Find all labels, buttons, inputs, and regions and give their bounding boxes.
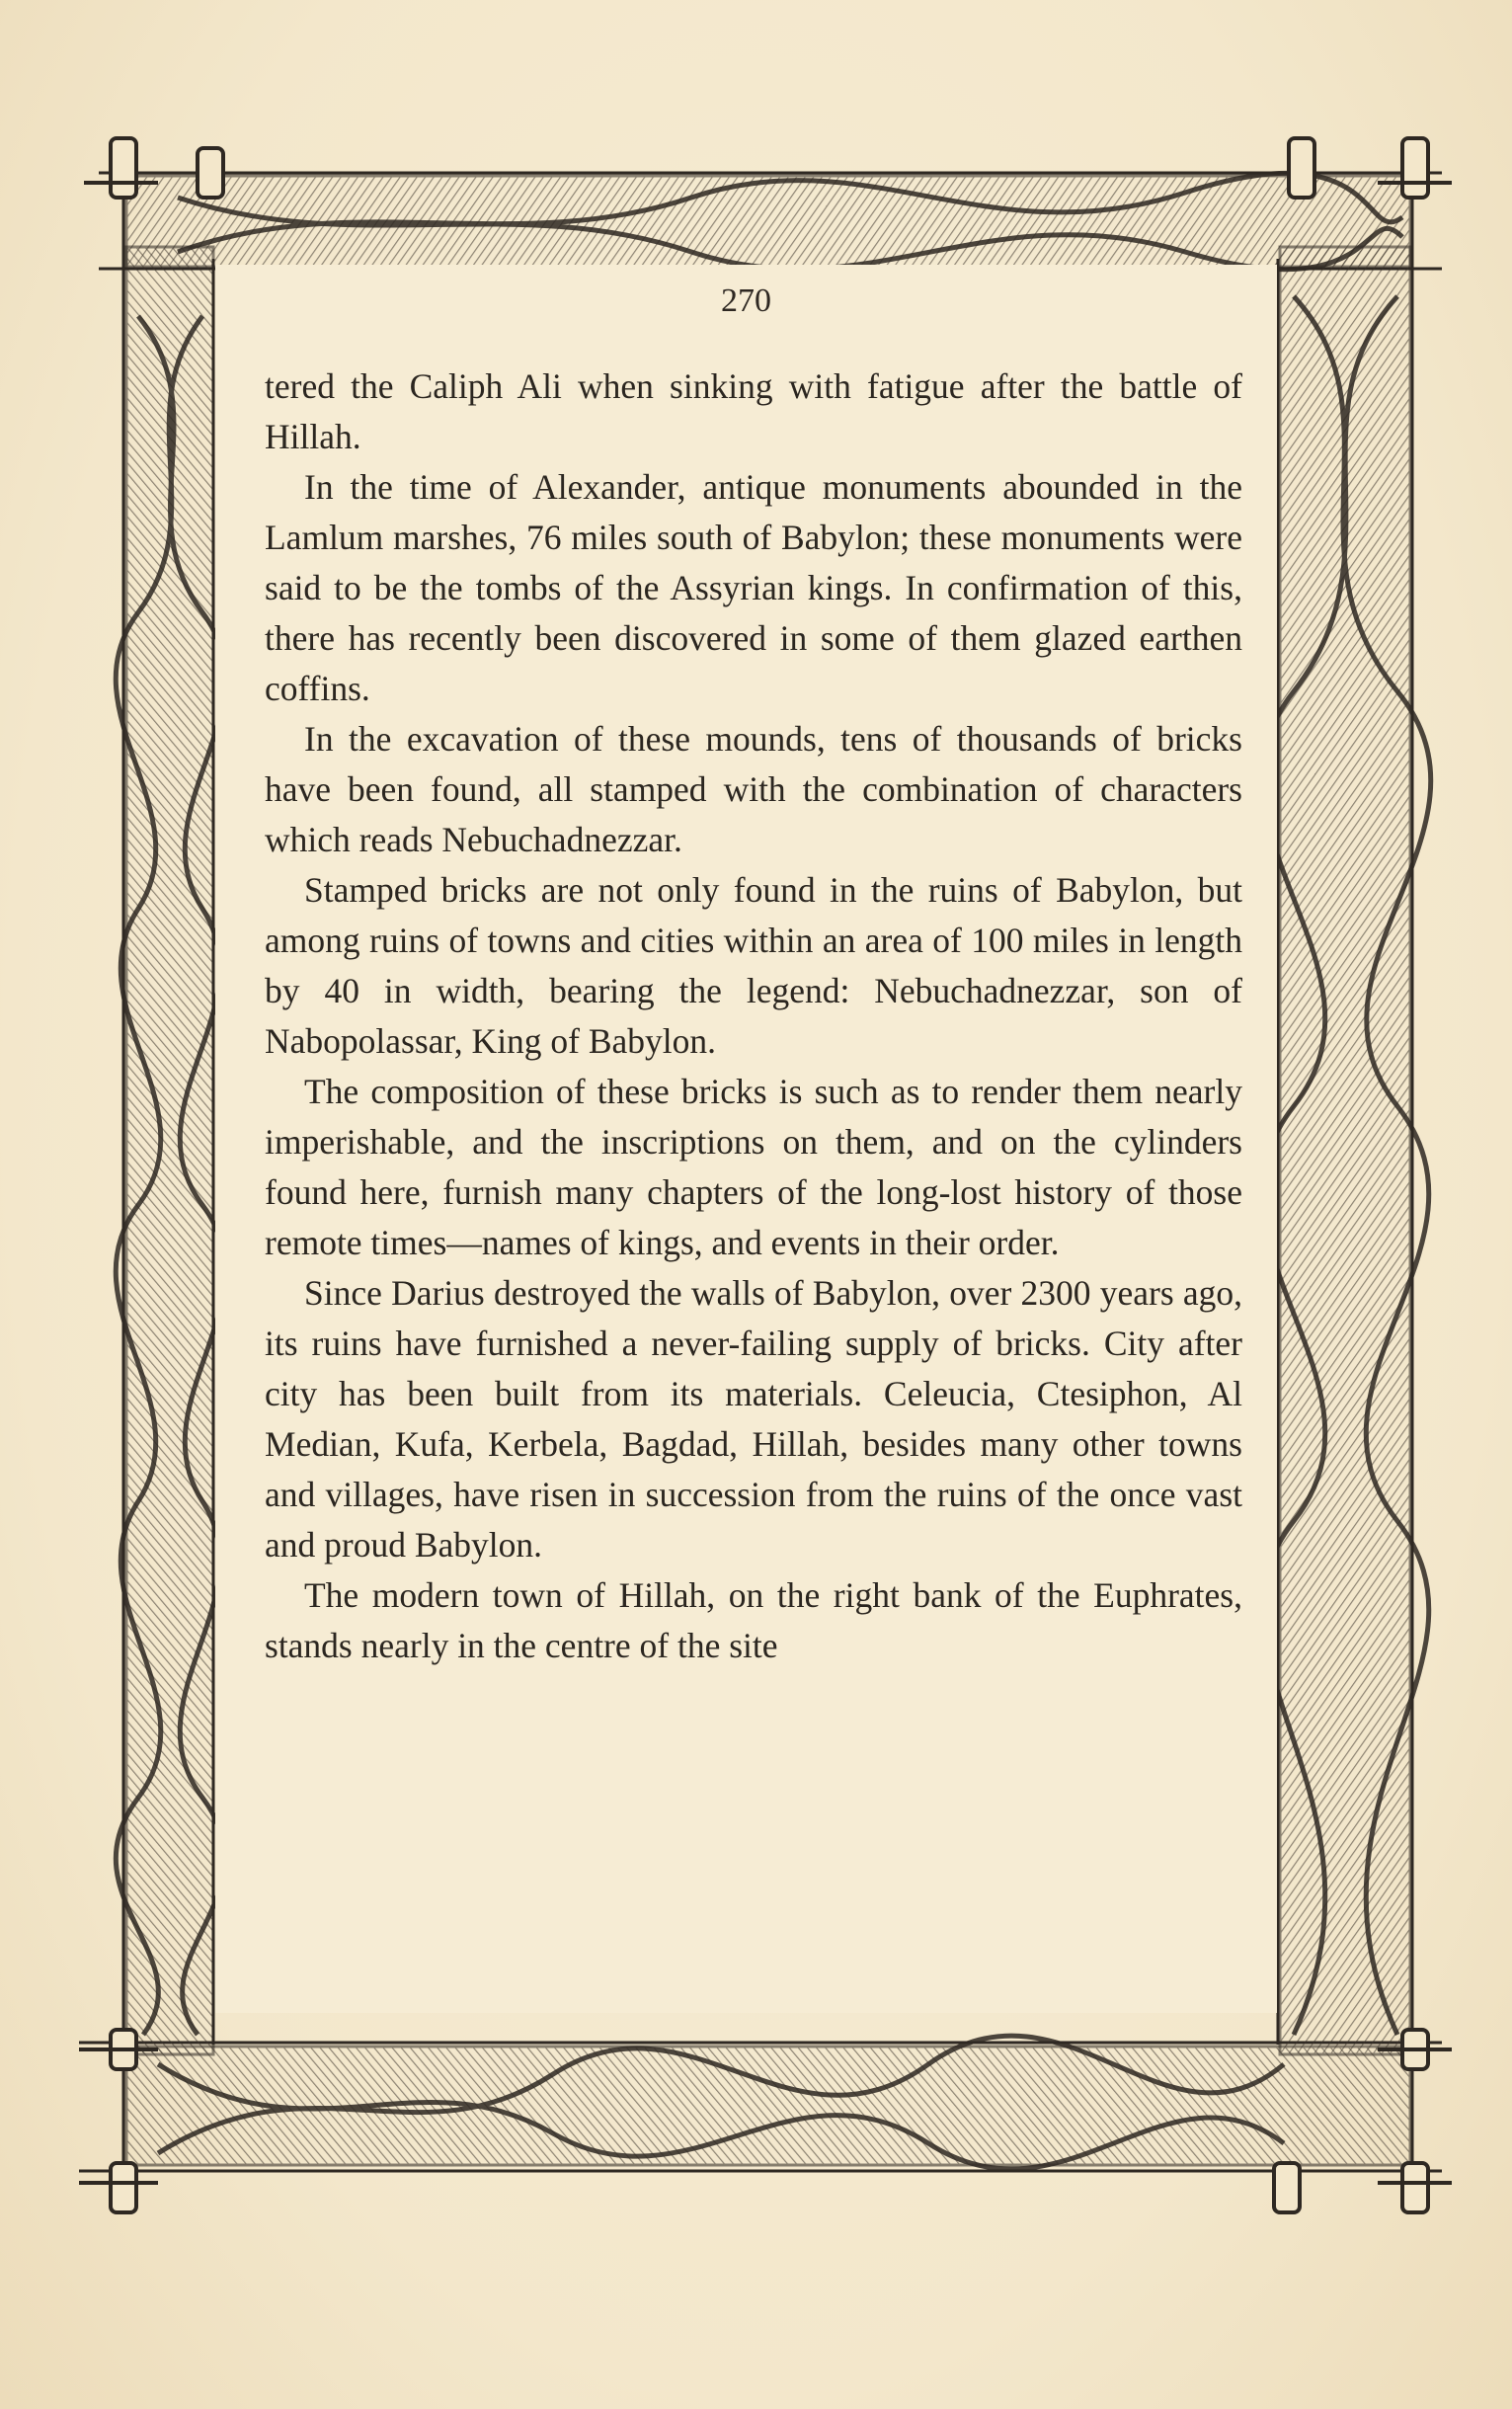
- paragraph: In the excavation of these mounds, tens of thousands of bricks have been found, all stamped with the combination of characters which reads Nebuchadnezzar.: [265, 719, 1242, 859]
- paragraph: tered the Caliph Ali when sinking with fatigue after the battle of Hillah.: [265, 366, 1242, 456]
- text-panel: [215, 265, 1277, 2013]
- paragraph: In the time of Alexander, antique monuments abounded in the Lamlum marshes, 76 miles south of Babylon; these monuments were said to be the tombs of the Assyrian kings. In confirmation of this, there has recently been discovered in some of them glazed earthen coffins.: [265, 467, 1242, 708]
- paragraph: The modern town of Hillah, on the right bank of the Euphrates, stands nearly in the centre of the site: [265, 1575, 1242, 1665]
- paragraph: Stamped bricks are not only found in the ruins of Babylon, but among ruins of towns and cities within an area of 100 miles in length by 40 in width, bearing the legend: Nebuchadnezzar, son of Nabopolassar, King of Babylon.: [265, 870, 1242, 1061]
- paragraph: Since Darius destroyed the walls of Babylon, over 2300 years ago, its ruins have furnished a never-failing supply of bricks. City after city has been built from its materials. Celeucia, Ctesiphon, Al Median, Kufa, Kerbela, Bagdad, Hillah, besides many other towns and villages, have risen in succession from the ruins of the once vast and proud Babylon.: [265, 1273, 1242, 1565]
- body-text: [265, 361, 1242, 1671]
- page-number: 270: [721, 282, 771, 319]
- paragraph: The composition of these bricks is such as to render them nearly imperishable, and the inscriptions on them, and on the cylinders found here, furnish many chapters of the long-lost history of those remote times—names of kings, and events in their order.: [265, 1072, 1242, 1262]
